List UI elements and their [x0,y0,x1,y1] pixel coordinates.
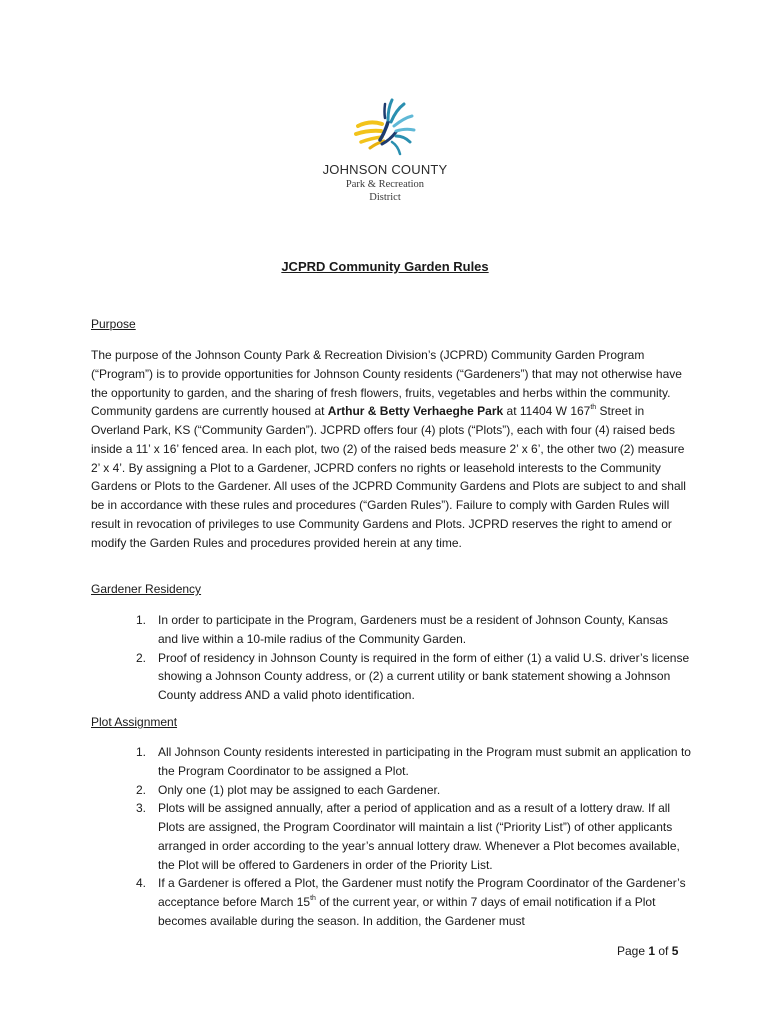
sunburst-logo-icon [352,96,418,160]
plot-assignment-list [91,743,691,931]
list-item-text: If a Gardener is offered a Plot, the Gardener must notify the Program Coordinator of the Gardener’s acceptance before March 15 [158,876,686,909]
list-number: 2. [136,782,147,797]
list-item-text: Plots will be assigned annually, after a period of application and as a result of a lottery draw. If all Plots are assigned, the Program Coordinator will maintain a list (“Priority List”) of other applicants arranged in order according to the year’s annual lottery draw. Whenever a Plot becomes available, the Plot will be offered to Gardeners in order of the Priority List. [158,801,680,872]
purpose-text-c: Street in Overland Park, KS (“Community Garden”). JCPRD offers four (4) plots (“Plots”), each with four (4) raised beds inside a 11’ x 16’ fenced area. In each plot, two (2) of the raised beds measure 2’ x 6’, the other two (2) measure 2’ x 4’. By assigning a Plot to a Gardener, JCPRD confers no rights or leasehold interests to the Community Gardens or Plots to the Gardener. All uses of the JCPRD Community Gardens and Plots are subject to and shall be in accordance with these rules and procedures (“Garden Rules”). Failure to comply with Garden Rules will result in revocation of privileges to use Community Gardens and Plots. JCPRD reserves the right to amend or modify the Garden Rules and procedures provided herein at any time. [91,404,686,550]
list-item [91,611,691,649]
page-number [617,944,678,958]
purpose-text-a: The purpose of the Johnson County Park & Recreation Division’s (JCPRD) Community Garden Program (“Program”) is to provide opportunities for Johnson County residents (“Gardeners”) that may not otherwise have the opportunity to garden, and the sharing of fresh flowers, fruits, vegetables and herbs within the community. Community gardens are currently housed at [91,348,682,419]
page-label: Page [617,944,649,958]
purpose-text-b: at 11404 W 167 [503,404,591,419]
list-item [91,799,691,874]
jcprd-logo [318,96,452,210]
list-item-text: Proof of residency in Johnson County is required in the form of either (1) a valid U.S. driver’s license showing a Johnson County address, or (2) a current utility or bank statement showing a Johnson County address AND a valid photo identification. [158,650,690,702]
superscript-th: th [590,404,597,412]
list-item [91,649,691,705]
logo-subtitle-line1: Park & Recreation [345,179,425,190]
current-page: 1 [648,944,656,958]
list-item-text: Only one (1) plot may be assigned to each Gardener. [158,782,441,797]
page-of-label: of [655,944,672,958]
list-item-text-cont: of the current year, or within 7 days of email notification if a Plot becomes available during the season. In addition, the Gardener must [158,895,656,928]
total-pages: 5 [671,944,679,958]
list-number: 1. [136,613,147,627]
list-item-text: In order to participate in the Program, Gardeners must be a resident of Johnson County, Kansas and live within a 10-mile radius of the Community Garden. [158,613,669,646]
list-item [91,874,691,930]
section-heading-purpose: Purpose [91,317,136,331]
list-item [91,781,691,800]
list-number: 3. [136,801,147,816]
residency-list [91,611,691,705]
section-heading-residency: Gardener Residency [91,582,202,596]
park-name: Arthur & Betty Verhaeghe Park [327,404,504,419]
superscript-th: th [310,895,316,902]
list-number: 2. [136,650,147,665]
logo-wordmark: JOHNSON COUNTY [322,162,448,177]
section-heading-plot-assignment: Plot Assignment [91,715,178,729]
list-item-text: All Johnson County residents interested in participating in the Program must submit an application to the Program Coordinator to be assigned a Plot. [158,745,691,778]
list-number: 1. [136,745,147,759]
list-number: 4. [136,876,147,891]
list-item [91,743,691,781]
document-title: JCPRD Community Garden Rules [281,259,489,274]
purpose-paragraph [91,346,691,552]
logo-subtitle-line2: District [369,192,401,203]
